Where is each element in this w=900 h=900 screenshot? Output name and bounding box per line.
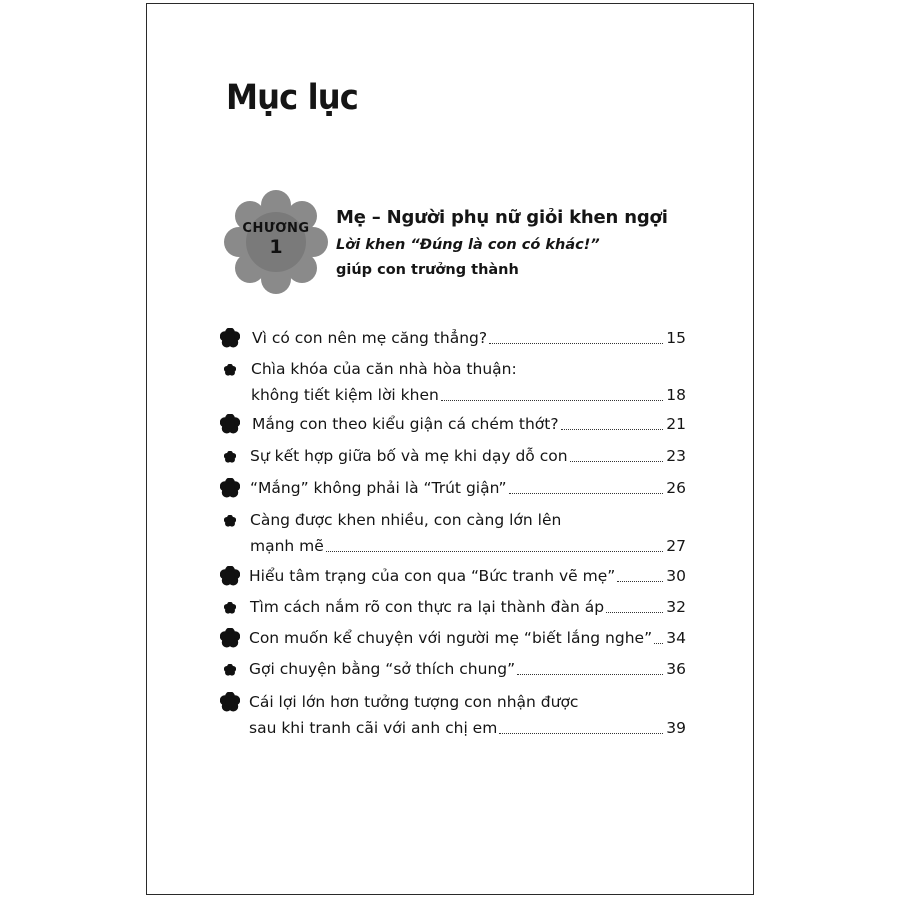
page-number: 32 bbox=[666, 598, 686, 616]
flower-bullet-icon bbox=[224, 364, 236, 376]
toc-entry-last-line bbox=[250, 446, 686, 466]
toc-entry-text: Con muốn kể chuyện với người mẹ “biết lắng nghe” bbox=[249, 629, 653, 647]
page-title: Mục lục bbox=[226, 78, 358, 118]
toc-entry-last-line bbox=[252, 414, 686, 434]
page-number: 34 bbox=[666, 629, 686, 647]
chapter-title: Mẹ – Người phụ nữ giỏi khen ngợi bbox=[336, 207, 668, 228]
flower-bullet-icon bbox=[220, 328, 240, 348]
chapter-subtitle-italic: Lời khen “Đúng là con có khác!” bbox=[336, 237, 600, 253]
dot-leader bbox=[606, 612, 663, 613]
toc-entry-text: Càng được khen nhiều, con càng lớn lên bbox=[250, 511, 562, 529]
toc-entry-text: Hiểu tâm trạng của con qua “Bức tranh vẽ mẹ” bbox=[249, 567, 616, 585]
toc-entry-last-line bbox=[249, 628, 686, 648]
dot-leader bbox=[617, 581, 663, 582]
toc-entry-text: Cái lợi lớn hơn tưởng tượng con nhận được bbox=[249, 693, 579, 711]
flower-bullet-icon bbox=[224, 451, 236, 463]
toc-entry-text: Tìm cách nắm rõ con thực ra lại thành đàn áp bbox=[250, 598, 605, 616]
flower-bullet-icon bbox=[220, 566, 240, 586]
toc-entry-text: Gợi chuyện bằng “sở thích chung” bbox=[249, 660, 516, 678]
toc-entry-text: sau khi tranh cãi với anh chị em bbox=[249, 719, 498, 737]
flower-bullet-icon bbox=[220, 414, 240, 434]
dot-leader bbox=[499, 733, 663, 734]
toc-entry-text: Vì có con nên mẹ căng thẳng? bbox=[252, 329, 488, 347]
dot-leader bbox=[654, 643, 663, 644]
dot-leader bbox=[489, 343, 663, 344]
toc-entry-text: Chìa khóa của căn nhà hòa thuận: bbox=[251, 360, 517, 378]
toc-entry-last-line bbox=[249, 659, 686, 679]
chapter-subtitle-rest: giúp con trưởng thành bbox=[336, 262, 519, 278]
toc-entry-last-line bbox=[249, 566, 686, 586]
chapter-badge bbox=[222, 188, 330, 296]
toc-entry-last-line bbox=[252, 328, 686, 348]
flower-bullet-icon bbox=[220, 692, 240, 712]
page-number: 30 bbox=[666, 567, 686, 585]
toc-entry-last-line bbox=[250, 597, 686, 617]
toc-entry-text: “Mắng” không phải là “Trút giận” bbox=[250, 479, 507, 497]
dot-leader bbox=[570, 461, 664, 462]
page-number: 27 bbox=[666, 537, 686, 555]
toc-entry-text: Sự kết hợp giữa bố và mẹ khi dạy dỗ con bbox=[250, 447, 568, 465]
flower-bullet-icon bbox=[224, 515, 236, 527]
toc-entry-text: mạnh mẽ bbox=[250, 537, 324, 555]
chapter-badge-number: 1 bbox=[269, 236, 283, 258]
chapter-heading bbox=[336, 205, 668, 283]
dot-leader bbox=[441, 400, 663, 401]
page-number: 39 bbox=[666, 719, 686, 737]
dot-leader bbox=[326, 551, 663, 552]
toc-entry-last-line bbox=[251, 385, 686, 405]
toc-entry-last-line bbox=[250, 478, 686, 498]
flower-bullet-icon bbox=[220, 478, 240, 498]
toc-entry-last-line bbox=[250, 536, 686, 556]
dot-leader bbox=[509, 493, 664, 494]
page-number: 21 bbox=[666, 415, 686, 433]
page-number: 26 bbox=[666, 479, 686, 497]
toc-entry-last-line bbox=[249, 718, 686, 738]
page-number: 36 bbox=[666, 660, 686, 678]
dot-leader bbox=[561, 429, 664, 430]
toc-entry-text: Mắng con theo kiểu giận cá chém thớt? bbox=[252, 415, 559, 433]
page-number: 23 bbox=[666, 447, 686, 465]
page-number: 18 bbox=[666, 386, 686, 404]
chapter-badge-word: CHƯƠNG bbox=[242, 221, 310, 236]
flower-bullet-icon bbox=[220, 628, 240, 648]
flower-bullet-icon bbox=[224, 664, 236, 676]
flower-bullet-icon bbox=[224, 602, 236, 614]
dot-leader bbox=[517, 674, 663, 675]
toc-entry-text: không tiết kiệm lời khen bbox=[251, 386, 439, 404]
page-number: 15 bbox=[666, 329, 686, 347]
